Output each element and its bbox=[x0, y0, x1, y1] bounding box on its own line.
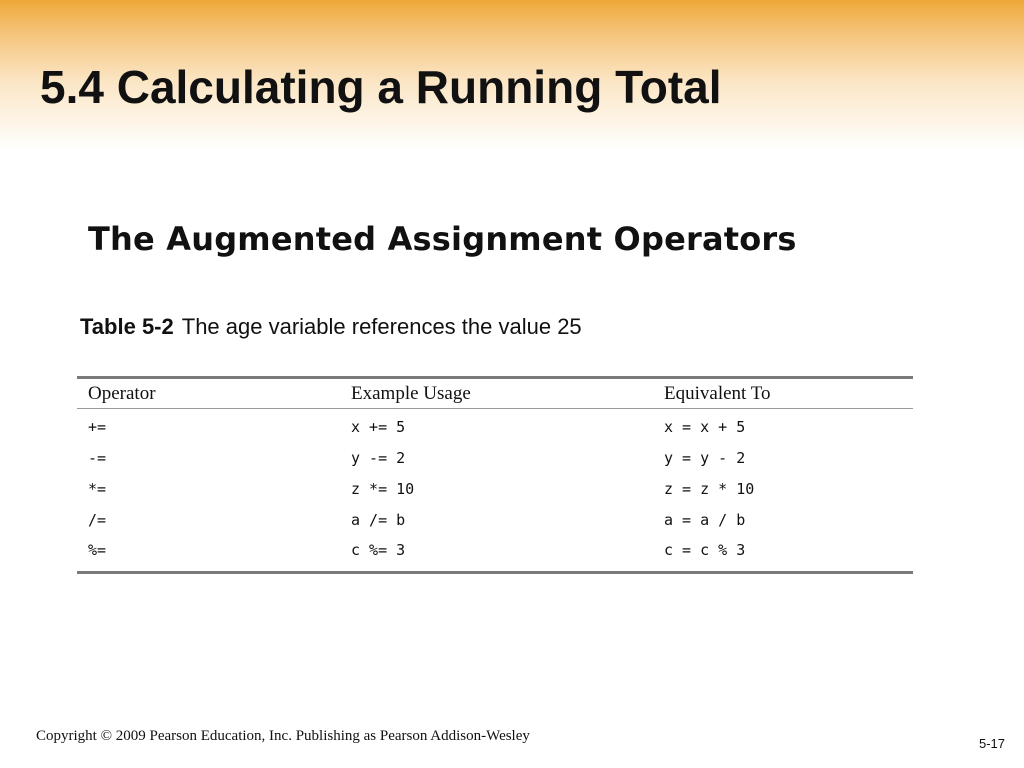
table-caption-label: Table 5-2 bbox=[80, 314, 174, 339]
copyright-footer: Copyright © 2009 Pearson Education, Inc. Publishing as Pearson Addison-Wesley bbox=[36, 728, 530, 744]
equivalent-to-cell: z = z * 10 bbox=[664, 479, 755, 498]
table-row bbox=[77, 442, 913, 473]
table-row bbox=[77, 504, 913, 535]
equivalent-to-cell: a = a / b bbox=[664, 510, 746, 529]
example-usage-cell: z *= 10 bbox=[351, 479, 415, 498]
example-usage-cell: y -= 2 bbox=[351, 448, 406, 467]
table-row bbox=[77, 535, 913, 573]
example-usage-cell: a /= b bbox=[351, 510, 406, 529]
slide-title: 5.4 Calculating a Running Total bbox=[40, 61, 722, 113]
table-row bbox=[77, 473, 913, 504]
table-header-row bbox=[77, 378, 913, 409]
equivalent-to-cell: y = y - 2 bbox=[664, 448, 746, 467]
operator-cell: -= bbox=[88, 448, 107, 467]
column-header-equivalent-to: Equivalent To bbox=[653, 378, 913, 409]
operator-cell: += bbox=[88, 417, 107, 436]
example-usage-cell: c %= 3 bbox=[351, 541, 406, 559]
column-header-operator: Operator bbox=[77, 378, 340, 409]
slide-subtitle: The Augmented Assignment Operators bbox=[88, 220, 797, 258]
slide-number: 5-17 bbox=[978, 736, 1005, 751]
operator-cell: /= bbox=[88, 510, 107, 529]
example-usage-cell: x += 5 bbox=[351, 417, 406, 436]
operator-table bbox=[77, 376, 913, 574]
table-row bbox=[77, 409, 913, 443]
operator-cell: %= bbox=[88, 541, 107, 559]
operator-table-container bbox=[77, 376, 913, 574]
table-caption-text: The age variable references the value 25 bbox=[181, 314, 582, 339]
equivalent-to-cell: x = x + 5 bbox=[664, 417, 746, 436]
table-caption bbox=[80, 314, 582, 340]
column-header-example-usage: Example Usage bbox=[340, 378, 653, 409]
operator-cell: *= bbox=[88, 479, 107, 498]
equivalent-to-cell: c = c % 3 bbox=[664, 541, 746, 559]
